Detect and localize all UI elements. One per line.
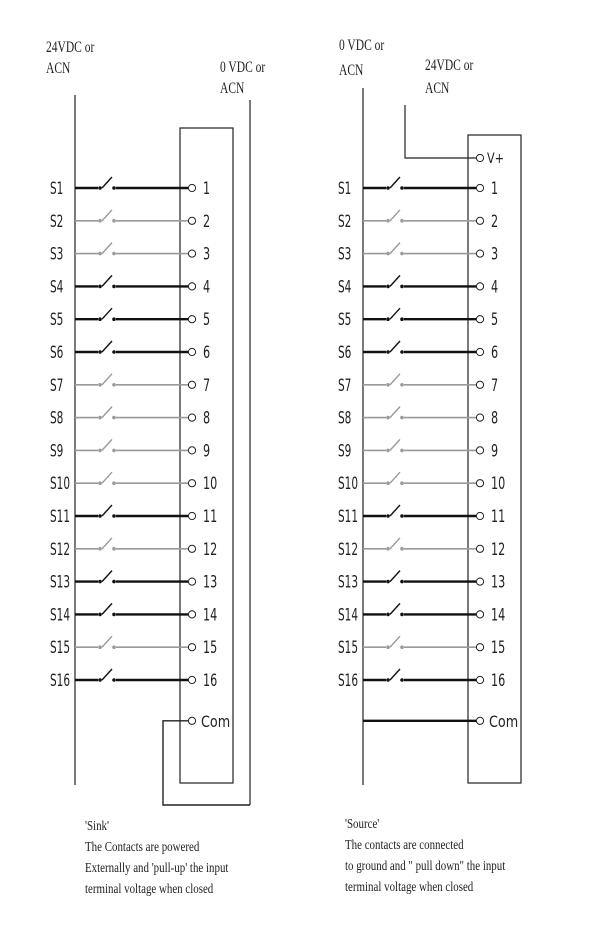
source-switch-label: S14	[338, 605, 359, 626]
source-contact-dot	[400, 514, 404, 518]
sink-supply-zero-line1: 0 VDC or	[220, 59, 266, 77]
source-supply-zero-line2: ACN	[339, 62, 364, 80]
source-terminal	[476, 283, 483, 290]
sink-switch-label: S7	[50, 376, 64, 396]
sink-contact-dot	[98, 645, 102, 649]
source-contact-dot	[386, 252, 390, 256]
source-contact-blade	[390, 177, 400, 188]
source-contact-dot	[386, 285, 390, 289]
sink-switch-label: S8	[50, 409, 64, 429]
sink-contact-blade	[102, 571, 112, 582]
sink-terminal-label: 1	[203, 179, 211, 199]
sink-terminal-label: 12	[203, 540, 218, 560]
source-desc-line3: terminal voltage when closed	[345, 880, 474, 895]
sink-contact-dot	[98, 481, 102, 485]
source-terminal-label: 13	[491, 573, 506, 593]
source-com-label: Com	[489, 713, 519, 732]
sink-contact-dot	[98, 678, 102, 682]
source-switch-label: S12	[338, 540, 359, 560]
source-contact-blade	[390, 210, 400, 221]
source-contact-dot	[400, 186, 404, 190]
source-terminal	[476, 512, 483, 519]
sink-switch-label: S6	[50, 343, 64, 363]
sink-contact-dot	[112, 416, 116, 420]
sink-terminal-label: 15	[203, 639, 218, 658]
sink-terminal	[188, 217, 195, 224]
source-switch-label: S1	[338, 179, 352, 199]
source-contact-dot	[386, 481, 390, 485]
source-contact-dot	[386, 317, 390, 321]
sink-terminal	[188, 283, 195, 290]
sink-contact-dot	[112, 317, 116, 321]
source-terminal-label: 15	[491, 639, 506, 658]
source-terminal-label: 16	[491, 671, 506, 691]
source-contact-dot	[400, 350, 404, 354]
sink-contact-dot	[98, 580, 102, 584]
source-terminal	[476, 611, 483, 618]
source-contact-blade	[390, 374, 400, 385]
sink-terminal-label: 4	[203, 278, 211, 298]
source-contact-dot	[386, 613, 390, 617]
sink-contact-blade	[102, 472, 112, 483]
sink-contact-dot	[98, 285, 102, 289]
sink-supply-positive-label	[46, 39, 95, 77]
source-com-terminal	[476, 717, 483, 724]
sink-contact-dot	[98, 449, 102, 453]
source-contact-dot	[386, 383, 390, 387]
sink-contact-blade	[102, 439, 112, 450]
source-contact-dot	[400, 449, 404, 453]
sink-contact-dot	[112, 219, 116, 223]
sink-contact-blade	[102, 374, 112, 385]
sink-contact-dot	[98, 547, 102, 551]
sink-terminal-label: 2	[203, 212, 211, 232]
source-terminal-label: 14	[491, 606, 506, 626]
sink-terminal	[188, 545, 195, 552]
source-terminal-label: 11	[491, 507, 506, 527]
sink-terminal	[188, 184, 195, 191]
source-vplus-terminal	[476, 154, 483, 161]
sink-contact-dot	[98, 317, 102, 321]
sink-desc-line1: The Contacts are powered	[85, 840, 200, 855]
source-terminal	[476, 381, 483, 388]
sink-supply-positive-line2: ACN	[46, 60, 71, 78]
source-vplus-label: V+	[487, 149, 505, 167]
sink-terminal-label: 6	[203, 343, 211, 363]
source-contact-dot	[386, 514, 390, 518]
source-terminal	[476, 545, 483, 552]
sink-switch-label: S14	[50, 605, 71, 626]
source-contact-dot	[400, 678, 404, 682]
sink-contact-dot	[112, 580, 116, 584]
source-contact-blade	[390, 472, 400, 483]
source-terminal	[476, 644, 483, 651]
source-terminal	[476, 316, 483, 323]
source-contact-dot	[400, 219, 404, 223]
sink-terminal-label: 7	[203, 376, 211, 396]
source-contact-blade	[390, 275, 400, 286]
sink-terminal	[188, 447, 195, 454]
sink-contact-blade	[102, 308, 112, 319]
source-terminal-label: 6	[491, 343, 499, 363]
source-contact-blade	[390, 669, 400, 680]
source-switch-label: S6	[338, 343, 352, 363]
sink-terminal	[188, 578, 195, 585]
source-terminal	[476, 217, 483, 224]
source-vplus-feed	[405, 105, 476, 158]
source-contact-dot	[400, 481, 404, 485]
source-switch-label: S4	[338, 277, 352, 298]
sink-contact-dot	[98, 252, 102, 256]
sink-terminal	[188, 250, 195, 257]
sink-contact-dot	[98, 186, 102, 190]
sink-switch-label: S10	[50, 474, 71, 495]
source-supply-positive-label	[425, 57, 474, 97]
source-contact-dot	[400, 580, 404, 584]
sink-contact-dot	[112, 285, 116, 289]
sink-switch-label: S9	[50, 441, 64, 462]
source-supply-zero-line1: 0 VDC or	[339, 37, 385, 55]
sink-contact-dot	[98, 350, 102, 354]
source-contact-dot	[386, 186, 390, 190]
sink-switch-label: S11	[50, 507, 71, 527]
sink-contact-blade	[102, 341, 112, 352]
sink-contact-dot	[112, 449, 116, 453]
source-contact-blade	[390, 505, 400, 516]
sink-contact-dot	[112, 645, 116, 649]
source-terminal-label: 10	[491, 475, 506, 494]
source-desc-line1: The contacts are connected	[345, 838, 464, 853]
sink-terminal	[188, 512, 195, 519]
sink-contact-dot	[112, 383, 116, 387]
source-terminal	[476, 184, 483, 191]
sink-desc-line3: terminal voltage when closed	[85, 882, 214, 897]
source-contact-dot	[400, 383, 404, 387]
sink-terminal-label: 11	[203, 507, 218, 527]
sink-contact-blade	[102, 505, 112, 516]
source-terminal-label: 4	[491, 278, 499, 298]
source-switch-label: S10	[338, 474, 359, 495]
source-contact-dot	[400, 613, 404, 617]
sink-contact-blade	[102, 538, 112, 549]
sink-contact-blade	[102, 210, 112, 221]
source-contact-blade	[390, 308, 400, 319]
source-terminal	[476, 447, 483, 454]
sink-contact-dot	[98, 219, 102, 223]
sink-contact-dot	[112, 350, 116, 354]
source-switch-label: S16	[338, 671, 359, 691]
sink-switch-label: S2	[50, 212, 64, 232]
sink-terminal-label: 9	[203, 442, 211, 462]
source-contact-dot	[400, 252, 404, 256]
source-supply-positive-line2: ACN	[425, 80, 450, 98]
sink-contact-dot	[112, 678, 116, 682]
source-contact-dot	[386, 580, 390, 584]
sink-terminal	[188, 348, 195, 355]
source-circuit	[338, 88, 521, 785]
source-contact-blade	[390, 439, 400, 450]
source-switch-label: S15	[338, 638, 359, 659]
source-title: 'Source'	[345, 817, 380, 832]
sink-desc-line2: Externally and 'pull-up' the input	[85, 861, 229, 876]
sink-contact-dot	[98, 613, 102, 617]
source-contact-dot	[386, 645, 390, 649]
source-contact-dot	[400, 416, 404, 420]
sink-terminal-label: 16	[203, 671, 218, 691]
source-contact-dot	[400, 317, 404, 321]
sink-circuit	[50, 95, 250, 805]
source-contact-dot	[386, 350, 390, 354]
source-switch-label: S7	[338, 376, 352, 396]
sink-switch-label: S12	[50, 540, 71, 560]
source-contact-dot	[400, 285, 404, 289]
source-terminal-label: 5	[491, 311, 499, 330]
sink-terminal	[188, 480, 195, 487]
sink-contact-dot	[98, 383, 102, 387]
sink-contact-dot	[112, 186, 116, 190]
source-terminal	[476, 676, 483, 683]
sink-com-return-wire	[163, 721, 250, 805]
source-switch-label: S3	[338, 245, 352, 265]
sink-terminal	[188, 676, 195, 683]
sink-supply-positive-line1: 24VDC or	[46, 39, 95, 57]
source-supply-zero-label	[339, 37, 385, 79]
source-terminal	[476, 414, 483, 421]
sink-contact-blade	[102, 669, 112, 680]
sink-contact-dot	[112, 252, 116, 256]
source-contact-blade	[390, 407, 400, 418]
source-switch-label: S13	[338, 573, 359, 593]
sink-terminal-label: 3	[203, 245, 211, 265]
source-terminal-label: 9	[491, 442, 499, 462]
source-terminal-label: 2	[491, 212, 499, 232]
sink-contact-dot	[112, 547, 116, 551]
sink-contact-dot	[112, 481, 116, 485]
source-contact-dot	[386, 449, 390, 453]
sink-switch-label: S15	[50, 638, 71, 659]
sink-terminal-label: 14	[203, 606, 218, 626]
source-contact-blade	[390, 341, 400, 352]
source-contact-dot	[386, 678, 390, 682]
sink-terminal-label: 10	[203, 475, 218, 494]
source-desc-line2: to ground and " pull down" the input	[345, 859, 506, 874]
sink-switch-label: S5	[50, 310, 64, 331]
sink-contact-blade	[102, 177, 112, 188]
sink-terminal	[188, 414, 195, 421]
source-terminal	[476, 480, 483, 487]
source-terminal-label: 12	[491, 540, 506, 560]
sink-switch-label: S4	[50, 277, 64, 298]
source-switch-label: S11	[338, 507, 359, 527]
source-contact-dot	[386, 547, 390, 551]
sink-switch-label: S13	[50, 573, 71, 593]
sink-contact-dot	[98, 514, 102, 518]
source-switch-label: S2	[338, 212, 352, 232]
sink-contact-blade	[102, 407, 112, 418]
source-switch-label: S9	[338, 441, 352, 462]
source-contact-blade	[390, 571, 400, 582]
sink-contact-blade	[102, 243, 112, 254]
source-contact-dot	[386, 416, 390, 420]
source-terminal-label: 7	[491, 376, 499, 396]
source-contact-dot	[386, 219, 390, 223]
source-contact-blade	[390, 603, 400, 614]
sink-terminal	[188, 611, 195, 618]
source-switch-label: S5	[338, 310, 352, 331]
source-contact-blade	[390, 243, 400, 254]
source-terminal	[476, 348, 483, 355]
source-terminal	[476, 578, 483, 585]
sink-terminal	[188, 316, 195, 323]
source-contact-dot	[400, 645, 404, 649]
sink-contact-dot	[112, 514, 116, 518]
sink-terminal-label: 5	[203, 311, 211, 330]
source-contact-blade	[390, 538, 400, 549]
sink-terminal	[188, 644, 195, 651]
source-supply-positive-line1: 24VDC or	[425, 57, 474, 75]
sink-terminal-label: 13	[203, 573, 218, 593]
sink-com-label: Com	[201, 713, 231, 732]
sink-contact-blade	[102, 603, 112, 614]
sink-com-terminal	[188, 717, 195, 724]
sink-contact-dot	[98, 416, 102, 420]
source-terminal	[476, 250, 483, 257]
source-switch-label: S8	[338, 409, 352, 429]
sink-caption	[85, 816, 228, 900]
sink-switch-label: S3	[50, 245, 64, 265]
sink-title: 'Sink'	[85, 819, 109, 834]
sink-supply-zero-line2: ACN	[220, 80, 245, 98]
source-contact-blade	[390, 636, 400, 647]
source-terminal-label: 1	[491, 179, 499, 199]
sink-switch-label: S1	[50, 179, 64, 199]
sink-supply-zero-label	[220, 59, 266, 97]
source-contact-dot	[400, 547, 404, 551]
sink-terminal-label: 8	[203, 409, 211, 429]
source-caption	[345, 814, 505, 898]
sink-contact-blade	[102, 275, 112, 286]
source-terminal-label: 3	[491, 245, 499, 265]
sink-terminal	[188, 381, 195, 388]
sink-switch-label: S16	[50, 671, 71, 691]
sink-contact-dot	[112, 613, 116, 617]
source-terminal-label: 8	[491, 409, 499, 429]
sink-contact-blade	[102, 636, 112, 647]
